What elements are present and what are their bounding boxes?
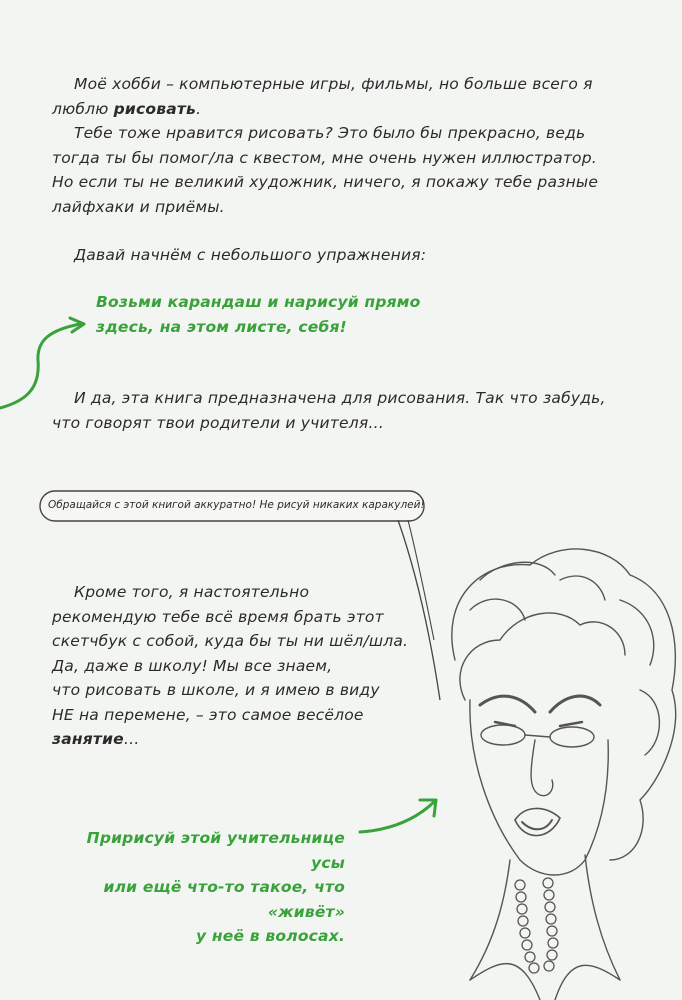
intro-paragraph-2: Тебе тоже нравится рисовать? Это было бы прекрасно, ведь тогда ты бы помог/ла с квестом, мне очень нужен иллюстратор. Но если ты не великий художник, ничего, я покажу тебе разные лайфхаки и приёмы. [52,124,599,216]
intro-line-1-end: . [196,99,202,118]
sketchbook-ellipsis: … [123,730,140,748]
task2-line-1: Пририсуй этой учительнице усы [86,829,345,872]
teacher-sketch-icon [452,549,676,1000]
task1-line-2: здесь, на этом листе, себя! [96,317,347,336]
sketchbook-line-2: рекомендую тебе всё время брать этот [52,607,384,626]
sketchbook-line-5: что рисовать в школе, и я имею в виду [52,681,380,699]
task2-line-3: у неё в волосах. [195,927,345,945]
task2-line-2: или ещё что-то такое, что «живёт» [103,878,345,921]
sketchbook-bold-word: занятие [52,730,124,748]
book-note: И да, эта книга предназначена для рисования. Так что забудь, что говорят твои родители и учителя… [52,389,606,432]
sketchbook-line-4: Да, даже в школу! Мы все знаем, [52,656,333,675]
sketchbook-line-1: Кроме того, я настоятельно [74,583,310,601]
sketchbook-line-7 [52,727,412,752]
speech-bubble-text: Обращайся с этой книгой аккуратно! Не рисуй никаких каракулей! [48,499,425,511]
task-draw-mustache [60,826,345,949]
sketchbook-line-3: скетчбук с собой, куда бы ты ни шёл/шла. [52,632,409,650]
task1-line-1: Возьми карандаш и нарисуй прямо [96,293,421,311]
intro-line-1 [52,72,622,121]
sketchbook-paragraph [52,580,412,752]
exercise-intro: Давай начнём с небольшого упражнения: [74,246,427,264]
intro-text-block [52,72,622,219]
pearl-necklace-icon [515,878,558,973]
intro-bold-word: рисовать [113,99,197,118]
sketchbook-line-6: НЕ на перемене, – это самое весёлое [52,705,364,724]
task-draw-yourself [96,290,456,339]
intro-line-1-text: Моё хобби – компьютерные игры, фильмы, но больше всего я люблю [52,75,593,118]
green-arrow-to-teacher [360,802,434,832]
